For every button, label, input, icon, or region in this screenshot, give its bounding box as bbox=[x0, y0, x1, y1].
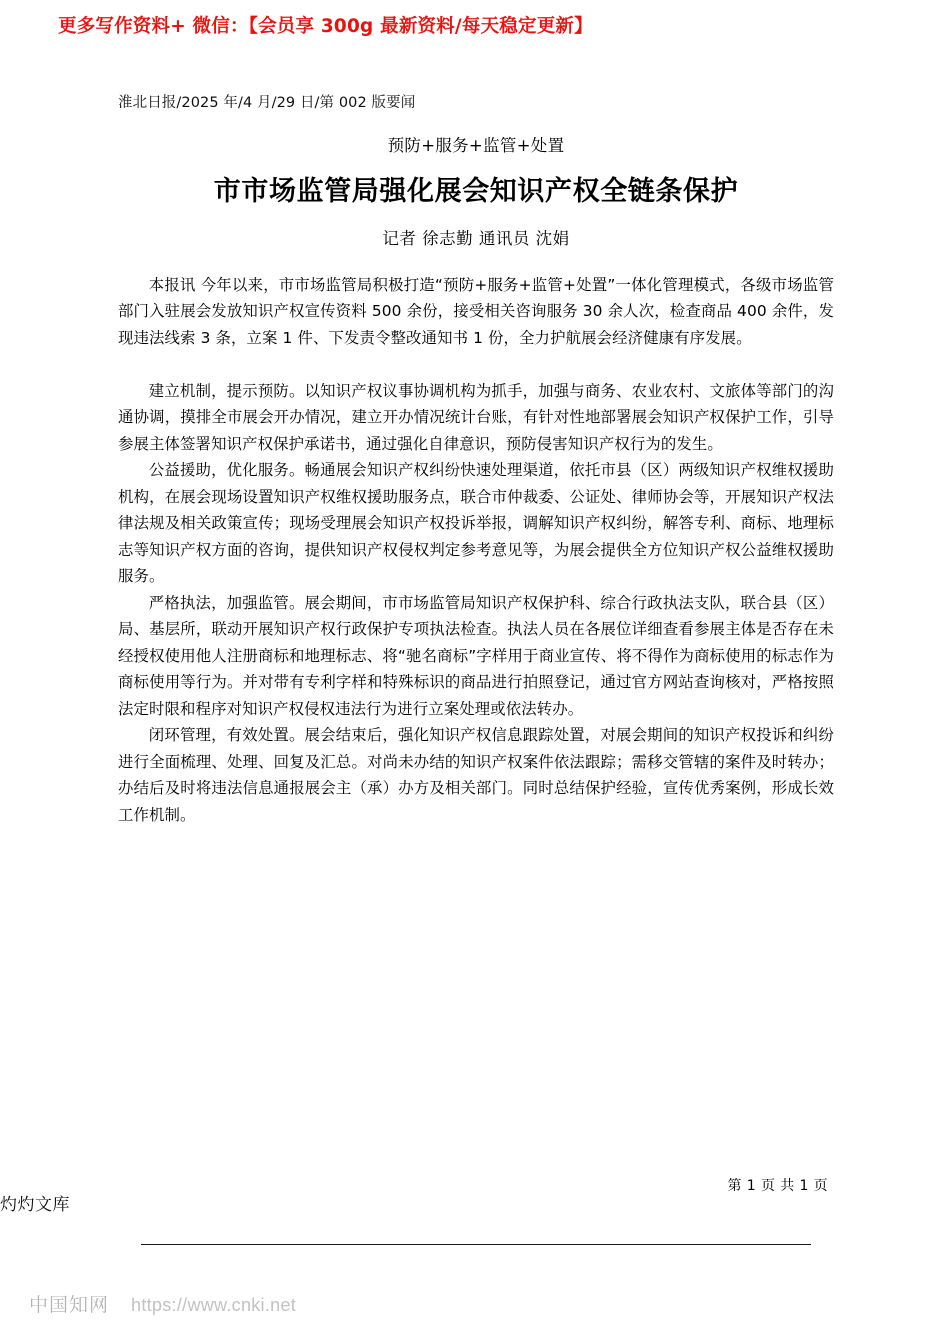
page-counter: 第 1 页 共 1 页 bbox=[727, 1178, 828, 1194]
article-paragraph: 公益援助，优化服务。畅通展会知识产权纠纷快速处理渠道，依托市县（区）两级知识产权维权援助机构，在展会现场设置知识产权维权援助服务点，联合市仲裁委、公证处、律师协会等，开展知识产权法律法规及相关政策宣传；现场受理展会知识产权投诉举报，调解知识产权纠纷，解答专利、商标、地理标志等知识产权方面的咨询，提供知识产权侵权判定参考意见等，为展会提供全方位知识产权公益维权援助服务。 bbox=[118, 461, 834, 586]
article-container bbox=[118, 92, 834, 828]
cnki-url[interactable]: https://www.cnki.net bbox=[131, 1295, 297, 1315]
cnki-brand-name: 中国知网 bbox=[29, 1294, 110, 1316]
newspaper-source-line: 淮北日报/2025 年/4 月/29 日/第 002 版要闻 bbox=[118, 95, 416, 111]
article-paragraph: 本报讯 今年以来，市市场监管局积极打造“预防+服务+监管+处置”一体化管理模式，各级市场监管部门入驻展会发放知识产权宣传资料 500 余份，接受相关咨询服务 30 余人次，检查商品 400 余件，发现违法线索 3 条，立案 1 件、下发责令整改通知书 1 份，全力护航展会经济健康有序发展。 bbox=[118, 275, 834, 347]
footer-divider bbox=[141, 1244, 811, 1245]
article-paragraph: 严格执法，加强监管。展会期间，市市场监管局知识产权保护科、综合行政执法支队，联合县（区）局、基层所，联动开展知识产权行政保护专项执法检查。执法人员在各展位详细查看参展主体是否存在未经授权使用他人注册商标和地理标志、将“驰名商标”字样用于商业宣传、将不得作为商标使用的标志作为商标使用等行为。并对带有专利字样和特殊标识的商品进行拍照登记，通过官方网站查询核对，严格按照法定时限和程序对知识产权侵权违法行为进行立案处理或依法转办。 bbox=[118, 593, 834, 718]
promo-banner-text: 更多写作资料+ 微信：【会员享 300g 最新资料/每天稳定更新】 bbox=[58, 16, 593, 37]
page-title: 市市场监管局强化展会知识产权全链条保护 bbox=[213, 175, 739, 207]
cnki-footer bbox=[29, 1290, 296, 1317]
article-kicker: 预防+服务+监管+处置 bbox=[387, 136, 565, 156]
article-paragraph: 建立机制，提示预防。以知识产权议事协调机构为抓手，加强与商务、农业农村、文旅体等部门的沟通协调，摸排全市展会开办情况，建立开办情况统计台账，有针对性地部署展会知识产权保护工作，引导参展主体签署知识产权保护承诺书，通过强化自律意识，预防侵害知识产权行为的发生。 bbox=[118, 381, 834, 453]
article-body bbox=[118, 272, 834, 828]
library-watermark: 灼灼文库 bbox=[0, 1195, 70, 1215]
article-byline: 记者 徐志勤 通讯员 沈娟 bbox=[382, 228, 570, 248]
article-paragraph: 闭环管理，有效处置。展会结束后，强化知识产权信息跟踪处置，对展会期间的知识产权投诉和纠纷进行全面梳理、处理、回复及汇总。对尚未办结的知识产权案件依法跟踪；需移交管辖的案件及时转办；办结后及时将违法信息通报展会主（承）办方及相关部门。同时总结保护经验，宣传优秀案例，形成长效工作机制。 bbox=[118, 726, 834, 824]
